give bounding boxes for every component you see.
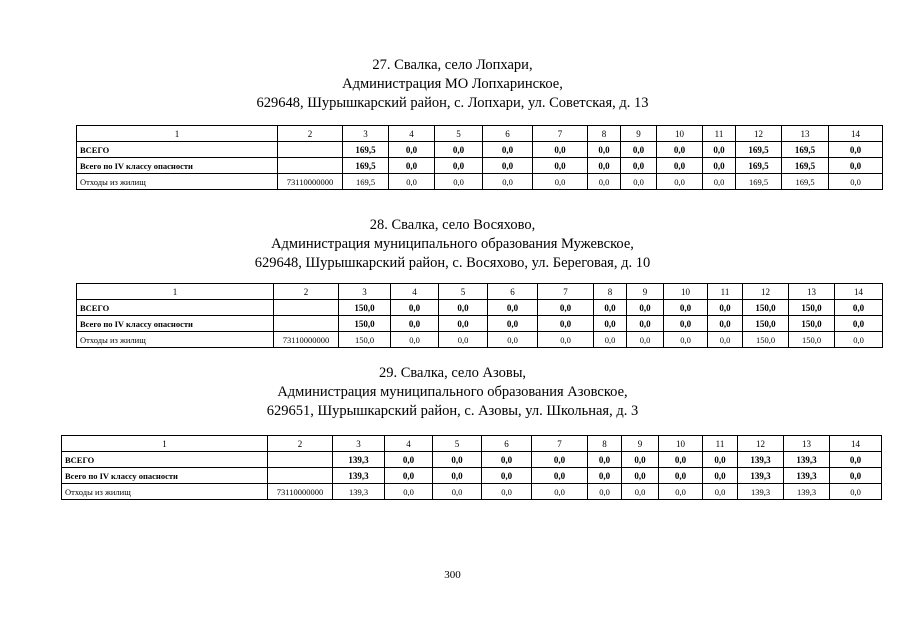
value-cell: 0,0 bbox=[703, 468, 738, 484]
header-cell: 4 bbox=[391, 284, 439, 300]
value-cell: 0,0 bbox=[659, 452, 703, 468]
value-cell: 0,0 bbox=[532, 484, 588, 500]
value-cell: 150,0 bbox=[789, 332, 835, 348]
table-header-row bbox=[62, 436, 882, 452]
value-cell: 169,5 bbox=[782, 158, 829, 174]
header-cell: 8 bbox=[594, 284, 627, 300]
header-cell: 14 bbox=[829, 126, 883, 142]
value-cell: 0,0 bbox=[538, 300, 594, 316]
value-cell: 0,0 bbox=[483, 174, 533, 190]
table-header-row bbox=[77, 284, 883, 300]
value-cell: 0,0 bbox=[622, 452, 659, 468]
value-cell: 169,5 bbox=[782, 174, 829, 190]
value-cell: 0,0 bbox=[588, 158, 621, 174]
value-cell: 0,0 bbox=[621, 174, 657, 190]
title-line: 27. Свалка, село Лопхари, bbox=[372, 57, 533, 73]
value-cell: 169,5 bbox=[736, 142, 782, 158]
value-cell: 0,0 bbox=[482, 468, 532, 484]
value-cell: 0,0 bbox=[621, 158, 657, 174]
value-cell: 0,0 bbox=[439, 332, 488, 348]
value-cell: 0,0 bbox=[627, 332, 664, 348]
title-line: 629651, Шурышкарский район, с. Азовы, ул. Школьная, д. 3 bbox=[266, 403, 639, 419]
value-cell: 0,0 bbox=[533, 142, 588, 158]
value-cell: 0,0 bbox=[435, 142, 483, 158]
section-29-table bbox=[61, 435, 882, 500]
table-row-total bbox=[77, 300, 883, 316]
value-cell: 0,0 bbox=[594, 316, 627, 332]
value-cell: 150,0 bbox=[789, 300, 835, 316]
header-cell: 13 bbox=[782, 126, 829, 142]
row-code bbox=[274, 300, 339, 316]
value-cell: 139,3 bbox=[784, 452, 830, 468]
value-cell: 0,0 bbox=[532, 452, 588, 468]
value-cell: 0,0 bbox=[708, 300, 743, 316]
row-code bbox=[278, 158, 343, 174]
table-header-row bbox=[77, 126, 883, 142]
value-cell: 150,0 bbox=[743, 300, 789, 316]
value-cell: 0,0 bbox=[657, 174, 703, 190]
value-cell: 0,0 bbox=[657, 142, 703, 158]
header-cell: 2 bbox=[268, 436, 333, 452]
value-cell: 139,3 bbox=[784, 484, 830, 500]
value-cell: 0,0 bbox=[433, 484, 482, 500]
header-cell: 11 bbox=[708, 284, 743, 300]
title-line: 629648, Шурышкарский район, с. Восяхово, ул. Береговая, д. 10 bbox=[254, 255, 651, 271]
header-cell: 10 bbox=[664, 284, 708, 300]
value-cell: 150,0 bbox=[339, 316, 391, 332]
value-cell: 0,0 bbox=[703, 174, 736, 190]
value-cell: 150,0 bbox=[743, 332, 789, 348]
value-cell: 0,0 bbox=[627, 300, 664, 316]
row-code bbox=[268, 452, 333, 468]
value-cell: 0,0 bbox=[588, 174, 621, 190]
section-28-title bbox=[0, 216, 905, 273]
value-cell: 0,0 bbox=[835, 316, 883, 332]
value-cell: 0,0 bbox=[708, 316, 743, 332]
value-cell: 150,0 bbox=[339, 332, 391, 348]
title-line: Администрация МО Лопхаринское, bbox=[342, 76, 563, 92]
value-cell: 150,0 bbox=[339, 300, 391, 316]
table-row-total bbox=[62, 452, 882, 468]
value-cell: 0,0 bbox=[483, 142, 533, 158]
value-cell: 0,0 bbox=[389, 158, 435, 174]
value-cell: 0,0 bbox=[594, 332, 627, 348]
row-code bbox=[274, 316, 339, 332]
value-cell: 0,0 bbox=[385, 468, 433, 484]
row-label: Всего по IV классу опасности bbox=[77, 158, 278, 174]
title-line: 28. Свалка, село Восяхово, bbox=[369, 217, 536, 233]
header-cell: 5 bbox=[433, 436, 482, 452]
value-cell: 0,0 bbox=[830, 468, 882, 484]
value-cell: 0,0 bbox=[664, 316, 708, 332]
value-cell: 0,0 bbox=[391, 316, 439, 332]
value-cell: 0,0 bbox=[664, 300, 708, 316]
value-cell: 169,5 bbox=[343, 142, 389, 158]
header-cell: 10 bbox=[659, 436, 703, 452]
header-cell: 6 bbox=[482, 436, 532, 452]
value-cell: 0,0 bbox=[435, 158, 483, 174]
value-cell: 0,0 bbox=[835, 300, 883, 316]
header-cell: 3 bbox=[339, 284, 391, 300]
value-cell: 0,0 bbox=[627, 316, 664, 332]
value-cell: 169,5 bbox=[782, 142, 829, 158]
value-cell: 139,3 bbox=[333, 468, 385, 484]
table-row-class-iv bbox=[77, 158, 883, 174]
value-cell: 0,0 bbox=[533, 174, 588, 190]
value-cell: 150,0 bbox=[789, 316, 835, 332]
title-line: 29. Свалка, село Азовы, bbox=[378, 365, 527, 381]
value-cell: 139,3 bbox=[738, 484, 784, 500]
value-cell: 0,0 bbox=[588, 484, 622, 500]
header-cell: 6 bbox=[483, 126, 533, 142]
value-cell: 169,5 bbox=[343, 158, 389, 174]
header-cell: 13 bbox=[789, 284, 835, 300]
table-row-class-iv bbox=[77, 316, 883, 332]
row-label: Всего по IV классу опасности bbox=[77, 316, 274, 332]
value-cell: 0,0 bbox=[708, 332, 743, 348]
value-cell: 0,0 bbox=[483, 158, 533, 174]
row-label: Отходы из жилищ bbox=[62, 484, 268, 500]
header-cell: 9 bbox=[627, 284, 664, 300]
table-row-household-waste bbox=[77, 174, 883, 190]
value-cell: 0,0 bbox=[433, 468, 482, 484]
header-cell: 8 bbox=[588, 126, 621, 142]
row-label: ВСЕГО bbox=[77, 142, 278, 158]
header-cell: 14 bbox=[830, 436, 882, 452]
value-cell: 139,3 bbox=[333, 484, 385, 500]
value-cell: 169,5 bbox=[343, 174, 389, 190]
header-cell: 1 bbox=[77, 284, 274, 300]
row-label: Всего по IV классу опасности bbox=[62, 468, 268, 484]
value-cell: 0,0 bbox=[830, 484, 882, 500]
value-cell: 0,0 bbox=[588, 452, 622, 468]
title-line: Администрация муниципального образования Мужевское, bbox=[271, 236, 634, 252]
value-cell: 0,0 bbox=[439, 300, 488, 316]
value-cell: 0,0 bbox=[433, 452, 482, 468]
value-cell: 0,0 bbox=[482, 484, 532, 500]
value-cell: 0,0 bbox=[830, 452, 882, 468]
value-cell: 0,0 bbox=[703, 142, 736, 158]
row-code bbox=[278, 142, 343, 158]
row-label: Отходы из жилищ bbox=[77, 174, 278, 190]
page-number: 300 bbox=[444, 569, 461, 581]
header-cell: 2 bbox=[274, 284, 339, 300]
value-cell: 139,3 bbox=[738, 452, 784, 468]
value-cell: 0,0 bbox=[829, 142, 883, 158]
value-cell: 0,0 bbox=[488, 332, 538, 348]
row-code: 73110000000 bbox=[274, 332, 339, 348]
table-row-total bbox=[77, 142, 883, 158]
section-29-title bbox=[0, 364, 905, 421]
row-label: ВСЕГО bbox=[77, 300, 274, 316]
value-cell: 0,0 bbox=[588, 142, 621, 158]
header-cell: 9 bbox=[622, 436, 659, 452]
row-label: Отходы из жилищ bbox=[77, 332, 274, 348]
value-cell: 0,0 bbox=[835, 332, 883, 348]
table-row-household-waste bbox=[77, 332, 883, 348]
header-cell: 12 bbox=[738, 436, 784, 452]
value-cell: 0,0 bbox=[391, 300, 439, 316]
header-cell: 8 bbox=[588, 436, 622, 452]
table-row-household-waste bbox=[62, 484, 882, 500]
section-28-table bbox=[76, 283, 883, 348]
value-cell: 0,0 bbox=[385, 452, 433, 468]
header-cell: 9 bbox=[621, 126, 657, 142]
value-cell: 0,0 bbox=[385, 484, 433, 500]
title-line: Администрация муниципального образования Азовское, bbox=[277, 384, 628, 400]
header-cell: 1 bbox=[62, 436, 268, 452]
title-line: 629648, Шурышкарский район, с. Лопхари, ул. Советская, д. 13 bbox=[256, 95, 649, 111]
value-cell: 0,0 bbox=[657, 158, 703, 174]
header-cell: 1 bbox=[77, 126, 278, 142]
value-cell: 0,0 bbox=[538, 316, 594, 332]
value-cell: 0,0 bbox=[488, 300, 538, 316]
header-cell: 3 bbox=[333, 436, 385, 452]
header-cell: 12 bbox=[743, 284, 789, 300]
section-27-title bbox=[0, 56, 905, 113]
header-cell: 10 bbox=[657, 126, 703, 142]
value-cell: 0,0 bbox=[664, 332, 708, 348]
row-code: 73110000000 bbox=[268, 484, 333, 500]
section-27-table bbox=[76, 125, 883, 190]
value-cell: 0,0 bbox=[703, 452, 738, 468]
header-cell: 7 bbox=[533, 126, 588, 142]
header-cell: 3 bbox=[343, 126, 389, 142]
value-cell: 0,0 bbox=[703, 158, 736, 174]
header-cell: 4 bbox=[385, 436, 433, 452]
header-cell: 14 bbox=[835, 284, 883, 300]
header-cell: 6 bbox=[488, 284, 538, 300]
header-cell: 5 bbox=[435, 126, 483, 142]
value-cell: 0,0 bbox=[703, 484, 738, 500]
value-cell: 0,0 bbox=[829, 158, 883, 174]
header-cell: 5 bbox=[439, 284, 488, 300]
value-cell: 0,0 bbox=[588, 468, 622, 484]
value-cell: 169,5 bbox=[736, 174, 782, 190]
header-cell: 11 bbox=[703, 436, 738, 452]
value-cell: 0,0 bbox=[488, 316, 538, 332]
value-cell: 0,0 bbox=[594, 300, 627, 316]
header-cell: 7 bbox=[532, 436, 588, 452]
value-cell: 0,0 bbox=[659, 484, 703, 500]
value-cell: 139,3 bbox=[333, 452, 385, 468]
row-label: ВСЕГО bbox=[62, 452, 268, 468]
value-cell: 0,0 bbox=[829, 174, 883, 190]
value-cell: 0,0 bbox=[482, 452, 532, 468]
value-cell: 0,0 bbox=[621, 142, 657, 158]
value-cell: 0,0 bbox=[439, 316, 488, 332]
value-cell: 169,5 bbox=[736, 158, 782, 174]
header-cell: 7 bbox=[538, 284, 594, 300]
header-cell: 13 bbox=[784, 436, 830, 452]
value-cell: 0,0 bbox=[622, 484, 659, 500]
row-code bbox=[268, 468, 333, 484]
header-cell: 12 bbox=[736, 126, 782, 142]
value-cell: 0,0 bbox=[538, 332, 594, 348]
value-cell: 0,0 bbox=[389, 142, 435, 158]
value-cell: 0,0 bbox=[622, 468, 659, 484]
value-cell: 0,0 bbox=[532, 468, 588, 484]
header-cell: 11 bbox=[703, 126, 736, 142]
value-cell: 0,0 bbox=[391, 332, 439, 348]
value-cell: 0,0 bbox=[533, 158, 588, 174]
value-cell: 0,0 bbox=[435, 174, 483, 190]
header-cell: 2 bbox=[278, 126, 343, 142]
table-row-class-iv bbox=[62, 468, 882, 484]
value-cell: 0,0 bbox=[389, 174, 435, 190]
header-cell: 4 bbox=[389, 126, 435, 142]
value-cell: 139,3 bbox=[784, 468, 830, 484]
row-code: 73110000000 bbox=[278, 174, 343, 190]
value-cell: 150,0 bbox=[743, 316, 789, 332]
value-cell: 0,0 bbox=[659, 468, 703, 484]
value-cell: 139,3 bbox=[738, 468, 784, 484]
